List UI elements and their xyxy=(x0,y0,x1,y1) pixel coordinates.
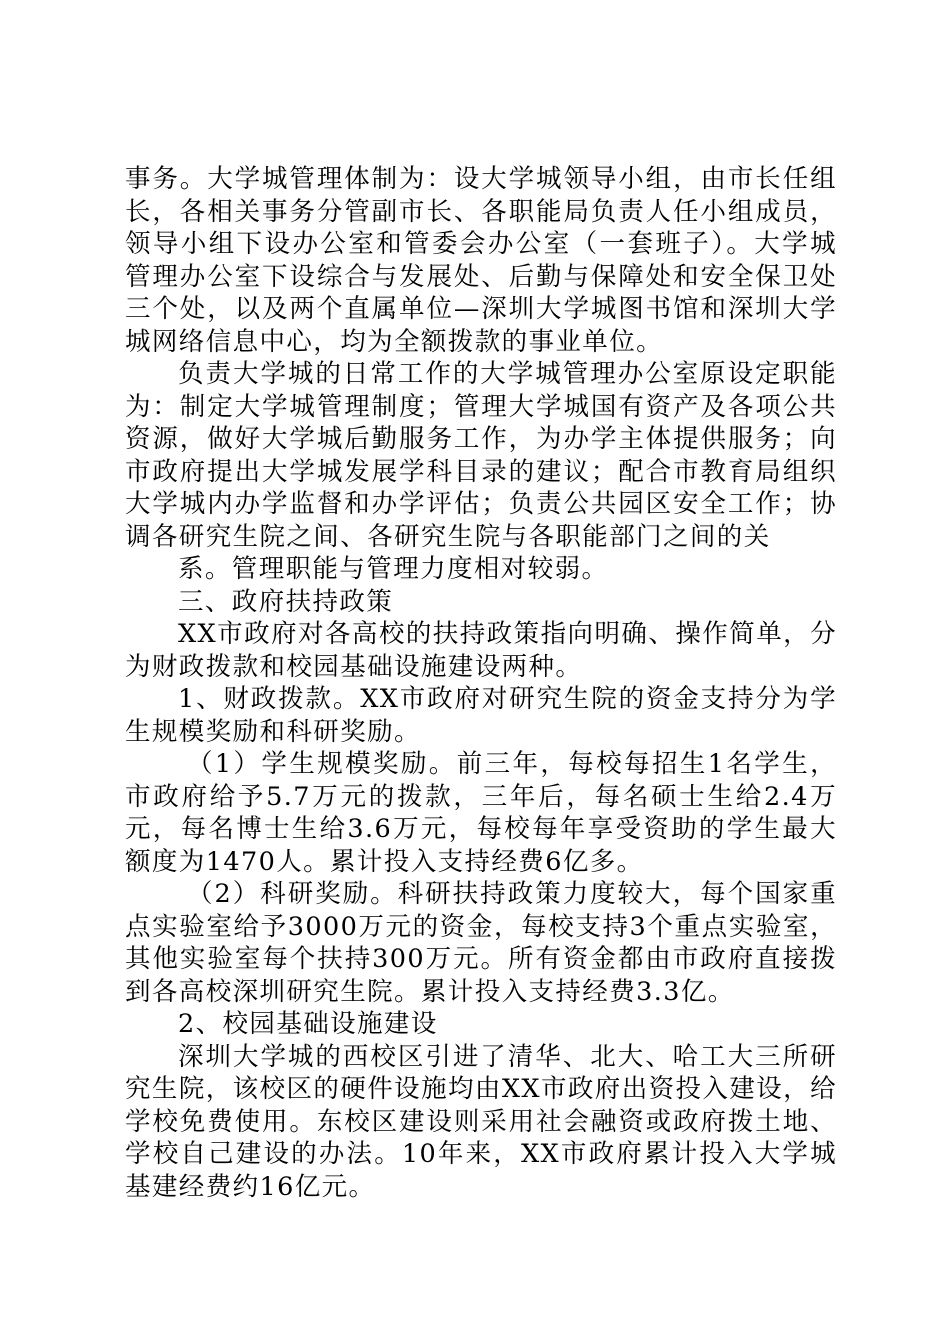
paragraph-infrastructure: 深圳大学城的西校区引进了清华、北大、哈工大三所研究生院，该校区的硬件设施均由XX市政府出资投入建设，给学校免费使用。东校区建设则采用社会融资或政府拨土地、学校自己建设的办法。10年来，XX市政府累计投入大学城基建经费约16亿元。 xyxy=(125,1041,837,1202)
subheading-infrastructure: 2、校园基础设施建设 xyxy=(178,1009,438,1039)
paragraph-student-scale-award: （1）学生规模奖励。前三年，每校每招生1名学生，市政府给予5.7万元的拨款，三年后，每名硕士生给2.4万元，每名博士生给3.6万元，每校每年享受资助的学生最大额度为1470人。累计投入支持经费6亿多。 xyxy=(125,749,837,877)
document-body xyxy=(125,163,837,1203)
paragraph-office-functions: 负责大学城的日常工作的大学城管理办公室原设定职能为：制定大学城管理制度；管理大学城国有资产及各项公共资源，做好大学城后勤服务工作，为办学主体提供服务；向市政府提出大学城发展学科目录的建议；配合市教育局组织大学城内办学监督和办学评估；负责公共园区安全工作；协调各研究生院之间、各研究生院与各职能部门之间的关 xyxy=(125,359,837,552)
paragraph-policy-overview: XX市政府对各高校的扶持政策指向明确、操作简单，分为财政拨款和校园基础设施建设两种。 xyxy=(125,619,837,682)
paragraph-management-system: 事务。大学城管理体制为：设大学城领导小组，由市长任组长，各相关事务分管副市长、各职能局负责人任小组成员，领导小组下设办公室和管委会办公室（一套班子）。大学城管理办公室下设综合与发展处、后勤与保障处和安全保卫处三个处，以及两个直属单位—深圳大学城图书馆和深圳大学城网络信息中心，均为全额拨款的事业单位。 xyxy=(125,164,837,357)
paragraph-research-award: （2）科研奖励。科研扶持政策力度较大，每个国家重点实验室给予3000万元的资金，每校支持3个重点实验室，其他实验室每个扶持300万元。所有资金都由市政府直接拨到各高校深圳研究生院。累计投入支持经费3.3亿。 xyxy=(125,879,837,1007)
section-heading-support-policy: 三、政府扶持政策 xyxy=(178,586,394,617)
paragraph-fiscal-appropriation: 1、财政拨款。XX市政府对研究生院的资金支持分为学生规模奖励和科研奖励。 xyxy=(125,684,837,747)
paragraph-functions-continued: 系。管理职能与管理力度相对较弱。 xyxy=(178,554,609,584)
